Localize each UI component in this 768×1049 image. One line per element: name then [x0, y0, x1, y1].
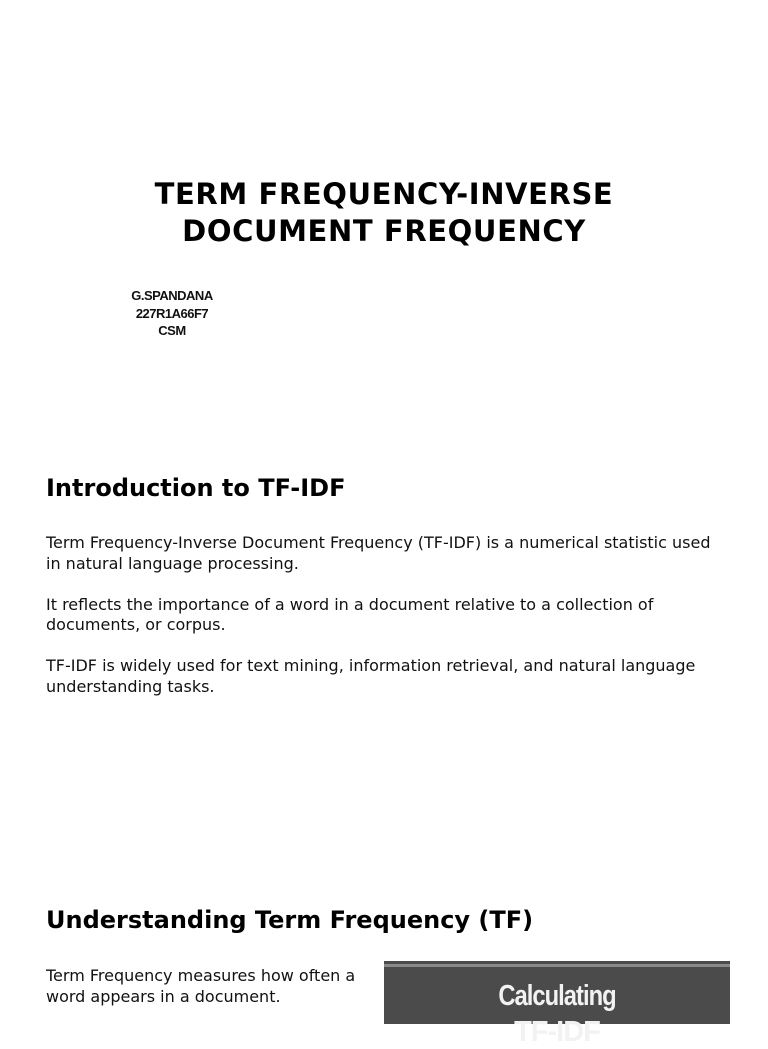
figure-top-rule: [384, 964, 730, 967]
tf-body-text: Term Frequency measures how often a word appears in a document.: [46, 966, 356, 1006]
figure-title-line-2: TF-IDF: [514, 1016, 600, 1048]
intro-paragraph-2: It reflects the importance of a word in a document relative to a collection of documents, or corpus.: [46, 594, 654, 634]
main-title-line-1: TERM FREQUENCY-INVERSE: [154, 177, 614, 211]
author-name: G.SPANDANA: [131, 288, 213, 303]
title-slide: [0, 0, 768, 430]
author-department: CSM: [158, 323, 186, 338]
main-title-line-2: DOCUMENT FREQUENCY: [182, 214, 586, 248]
intro-paragraph-1: Term Frequency-Inverse Document Frequency (TF-IDF) is a numerical statistic used in natural language processing.: [46, 533, 711, 573]
tf-heading: Understanding Term Frequency (TF): [46, 906, 534, 934]
intro-paragraph-3: TF-IDF is widely used for text mining, information retrieval, and natural language understanding tasks.: [46, 656, 696, 696]
intro-body: [46, 533, 726, 718]
intro-heading: Introduction to TF-IDF: [46, 474, 346, 502]
author-block: [112, 287, 232, 340]
main-title: [0, 176, 768, 250]
author-roll-number: 227R1A66F7: [135, 305, 209, 321]
calculating-tfidf-image: [384, 961, 730, 1048]
figure-title-line-1: Calculating: [498, 980, 616, 1012]
